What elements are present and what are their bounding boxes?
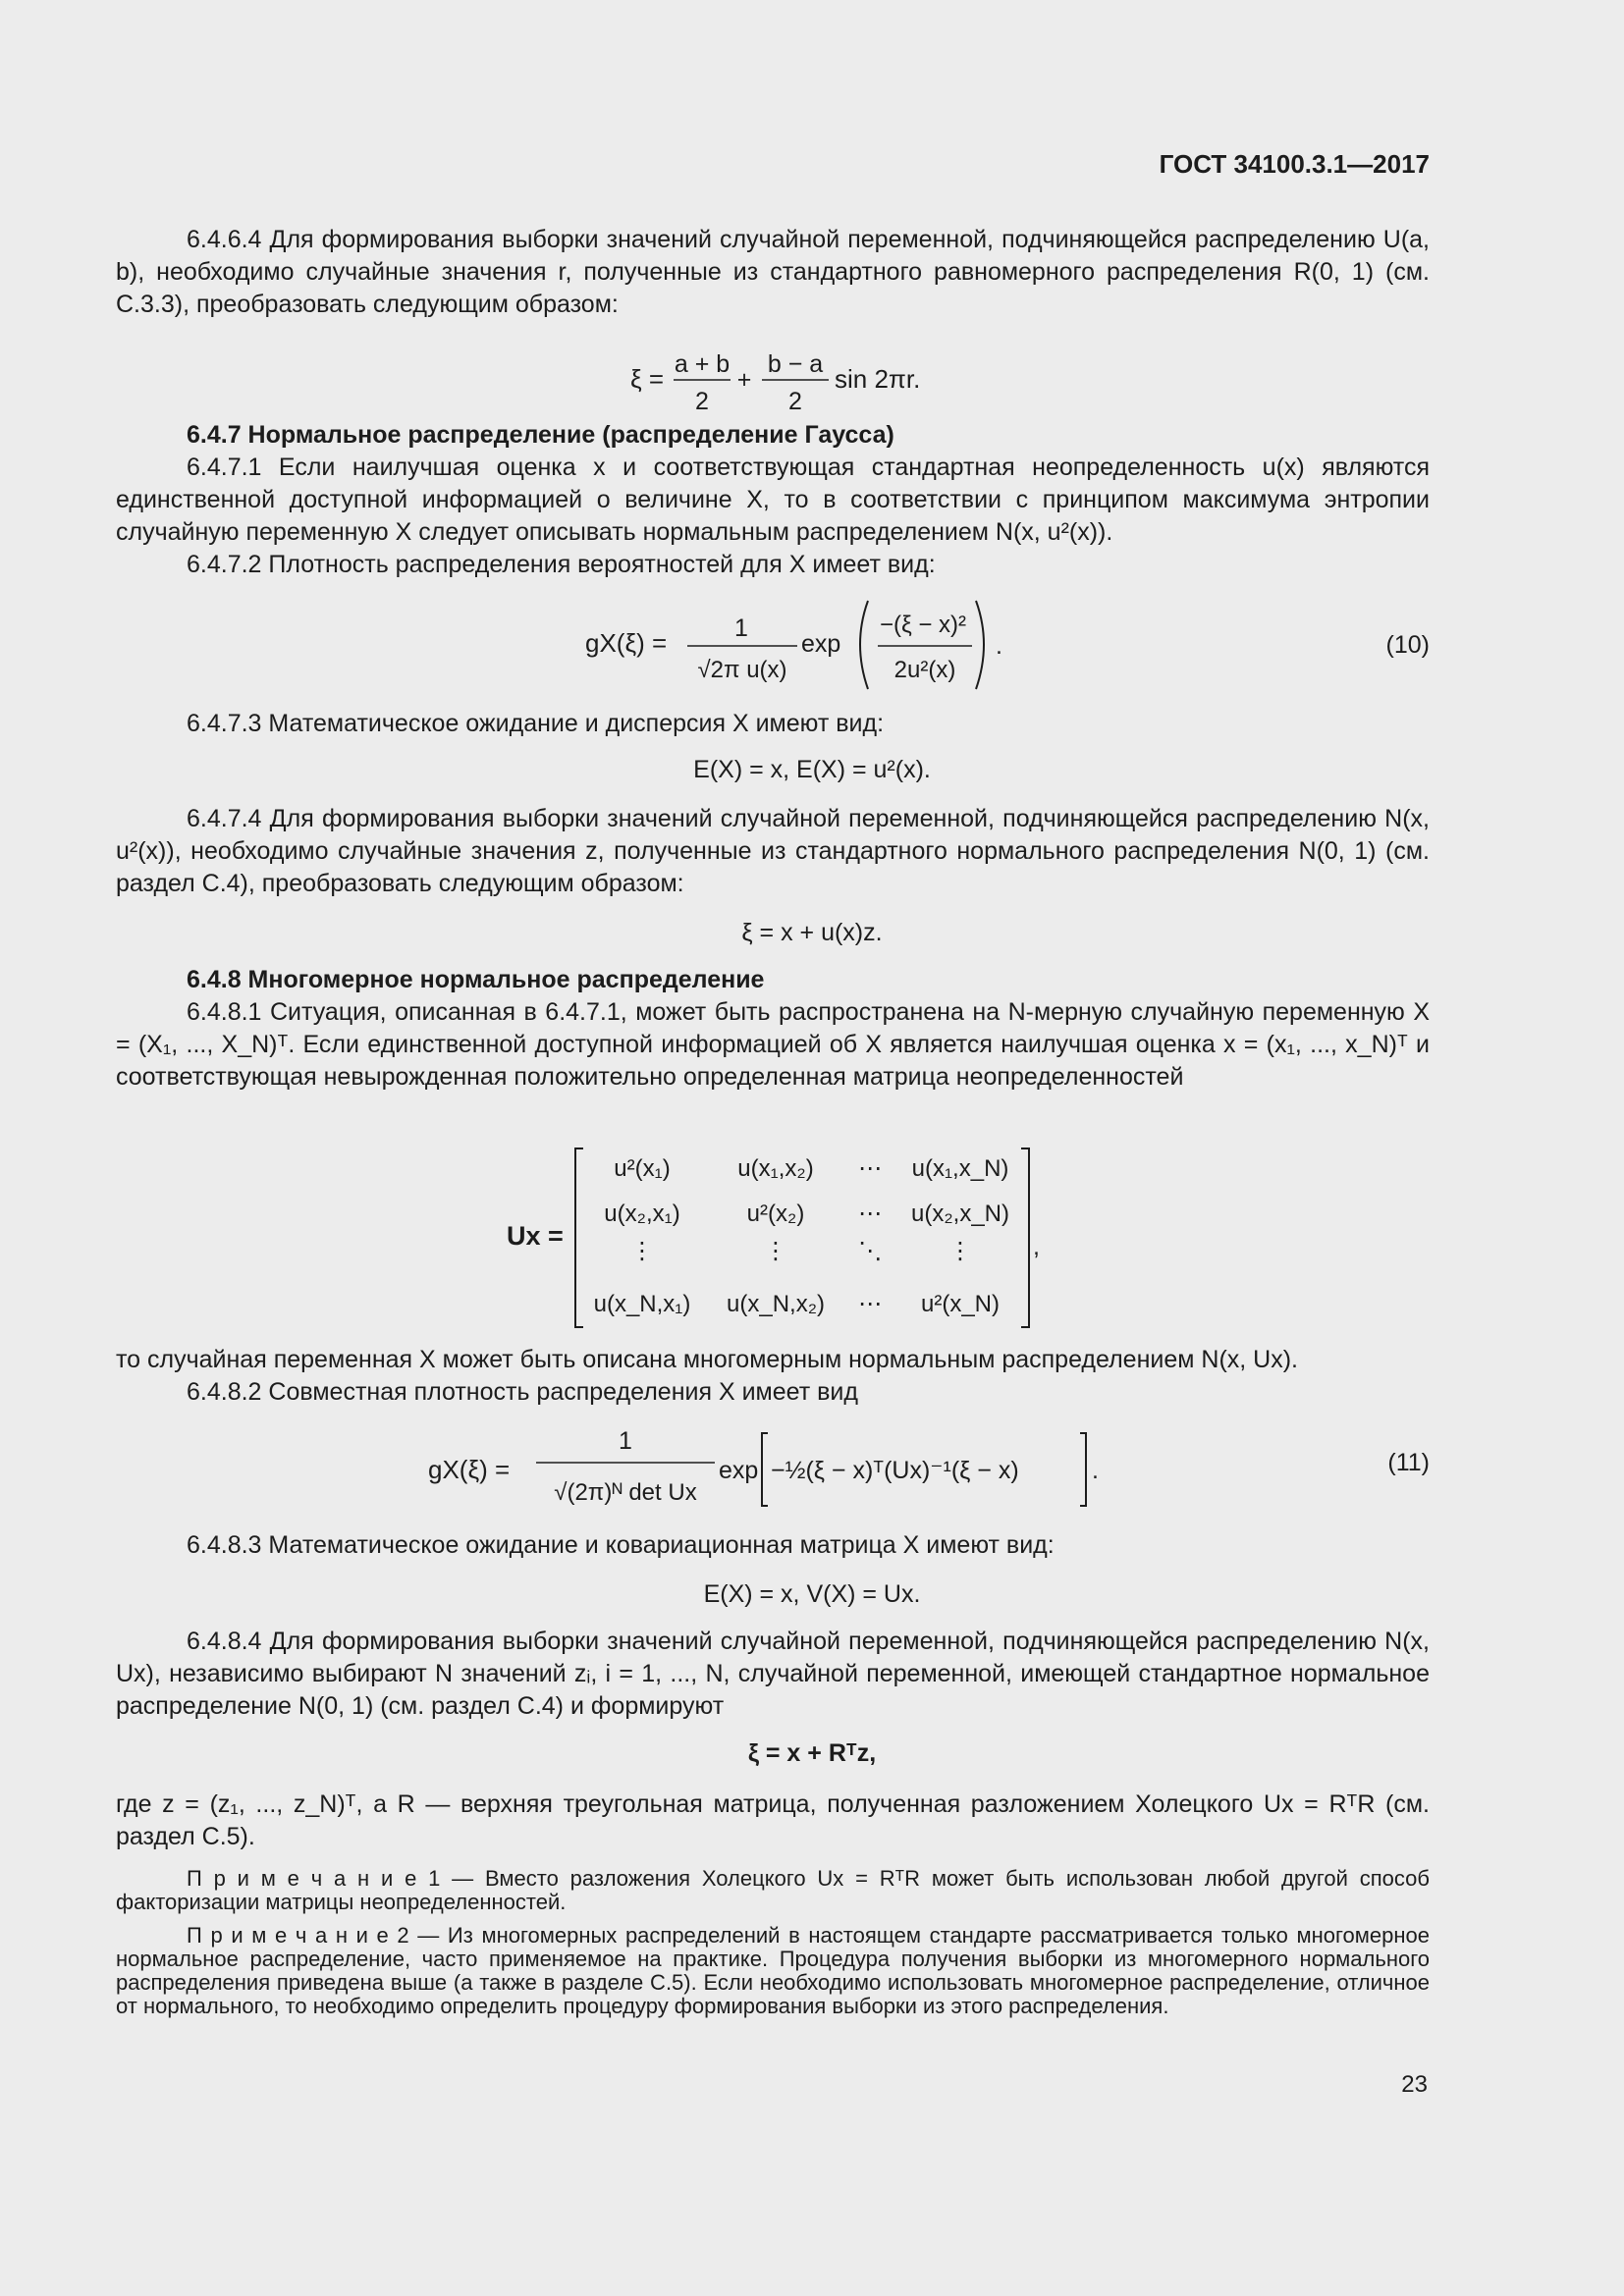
equation-moments-647: E(X) = x, E(X) = u²(x). — [693, 756, 931, 783]
matrix-cell: u(x₂,x_N) — [911, 1201, 1009, 1227]
matrix-cell: ⋯ — [858, 1155, 882, 1182]
left-paren — [860, 601, 868, 689]
right-paren — [976, 601, 984, 689]
equation-11 — [422, 1414, 1129, 1522]
note-1 — [116, 1867, 1430, 1914]
matrix-cell: u(x_N,x₂) — [727, 1291, 825, 1317]
eq10-inner-denominator: 2u²(x) — [893, 657, 956, 683]
matrix-cell: u²(x₂) — [746, 1201, 805, 1227]
matrix-lhs: Ux = — [507, 1221, 564, 1251]
eq-uniform-plus: + — [736, 366, 752, 394]
left-bracket — [762, 1433, 768, 1506]
matrix-cell: ⋯ — [858, 1291, 882, 1317]
note-1-label: П р и м е ч а н и е 1 — [187, 1866, 441, 1891]
left-bracket — [575, 1148, 583, 1327]
eq11-lhs: gX(ξ) = — [428, 1455, 511, 1484]
paragraph-6474: 6.4.7.4 Для формирования выборки значений случайной переменной, подчиняющейся распределению N(x, u²(x)), необходимо случайные значения z, полученные из стандартного нормального распределения N(0, 1) (см. раздел С.4), преобразовать следующим образом: — [116, 805, 1430, 897]
note-2-label: П р и м е ч а н и е 2 — [187, 1923, 409, 1948]
eq11-denominator: √(2π)ᴺ det Ux — [554, 1479, 697, 1506]
matrix-cell: u(x₁,x_N) — [911, 1155, 1009, 1182]
equation-number-11: (11) — [1387, 1449, 1430, 1476]
matrix-cell: u²(x₁) — [614, 1155, 671, 1182]
matrix-cell: ⋱ — [858, 1238, 882, 1264]
matrix-tail: , — [1033, 1233, 1040, 1260]
eq11-exp: exp — [719, 1457, 759, 1484]
matrix-cell: u(x_N,x₁) — [593, 1291, 691, 1317]
paragraph-6481: 6.4.8.1 Ситуация, описанная в 6.4.7.1, может быть распространена на N-мерную случайную переменную X = (X₁, ..., X_N)ᵀ. Если единственной доступной информацией об X является наилучшая оценка x = (x₁, ..., x_N)ᵀ и соответствующая невырожденная положительно определенная матрица неопределенностей — [116, 998, 1430, 1091]
eq11-tail: . — [1092, 1457, 1099, 1484]
matrix-cell: ⋮ — [764, 1238, 787, 1264]
eq10-inner-numerator: −(ξ − x)² — [879, 612, 967, 638]
paragraph-6471: 6.4.7.1 Если наилучшая оценка x и соответствующая стандартная неопределенность u(x) являются единственной доступной информацией о величине X, то в соответствии с принципом максимума энтропии случайную переменную X следует описывать нормальным распределением N(x, u²(x)). — [116, 454, 1430, 546]
equation-moments-648: E(X) = x, V(X) = Ux. — [703, 1580, 921, 1608]
equation-sample-648: ξ = x + Rᵀz, — [747, 1739, 877, 1767]
matrix-ux — [501, 1139, 1051, 1335]
paragraph-6464: 6.4.6.4 Для формирования выборки значений случайной переменной, подчиняющейся распределению U(a, b), необходимо случайные значения r, полученные из стандартного равномерного распределения R(0, 1) (см. С.3.3), преобразовать следующим образом: — [116, 226, 1430, 318]
heading-648: 6.4.8 Многомерное нормальное распределение — [187, 966, 765, 993]
note-2-text: — Из многомерных распределений в настоящем стандарте рассматривается только многомерное нормальное распределение, часто применяемое на практике. Процедура получения выборки из многомерного нормального распределения приведена выше (а также в разделе С.5). Если необходимо использовать многомерное распределение, отличное от нормального, то необходимо определить процедуру формирования выборки из этого распределения. — [116, 1923, 1430, 2018]
equation-sample-647: ξ = x + u(x)z. — [741, 919, 883, 946]
note-1-text: — Вместо разложения Холецкого Ux = RᵀR может быть использован любой другой способ факторизации матрицы неопределенностей. — [116, 1866, 1430, 1914]
eq-uniform-numerator-2: b − a — [767, 350, 824, 378]
paragraph-6482: 6.4.8.2 Совместная плотность распределения X имеет вид — [187, 1378, 858, 1406]
eq-uniform-numerator-1: a + b — [674, 350, 731, 378]
matrix-cell: u(x₁,x₂) — [737, 1155, 814, 1182]
right-bracket — [1080, 1433, 1086, 1506]
eq10-lhs: gX(ξ) = — [585, 628, 668, 658]
paragraph-6472: 6.4.7.2 Плотность распределения вероятностей для X имеет вид: — [187, 551, 936, 578]
eq-uniform-tail: sin 2πr. — [835, 364, 921, 394]
eq-uniform-denominator-2: 2 — [788, 388, 802, 415]
eq-uniform-lhs: ξ = — [630, 364, 665, 394]
matrix-cell: u²(x_N) — [920, 1291, 1001, 1317]
matrix-cell: u(x₂,x₁) — [604, 1201, 680, 1227]
paragraph-6473: 6.4.7.3 Математическое ожидание и дисперсия X имеют вид: — [187, 710, 885, 737]
paragraph-6484-where: где z = (z₁, ..., z_N)ᵀ, а R — верхняя треугольная матрица, полученная разложением Холецкого Ux = RᵀR (см. раздел С.5). — [116, 1790, 1430, 1850]
eq10-numerator: 1 — [734, 614, 748, 642]
eq10-denominator: √2π u(x) — [697, 657, 787, 683]
equation-10 — [579, 589, 1031, 697]
matrix-cell: ⋮ — [630, 1238, 654, 1264]
eq10-exp: exp — [801, 630, 841, 658]
eq-uniform-denominator-1: 2 — [695, 388, 709, 415]
right-bracket — [1021, 1148, 1029, 1327]
matrix-cell: ⋯ — [858, 1201, 882, 1227]
note-2 — [116, 1924, 1430, 2018]
eq10-tail: . — [996, 632, 1002, 660]
matrix-cell: ⋮ — [948, 1238, 972, 1264]
document-header: ГОСТ 34100.3.1—2017 — [1159, 149, 1430, 179]
equation-number-10: (10) — [1385, 631, 1430, 659]
page-number: 23 — [1401, 2071, 1428, 2098]
heading-647: 6.4.7 Нормальное распределение (распределение Гаусса) — [187, 421, 894, 449]
paragraph-6484: 6.4.8.4 Для формирования выборки значений случайной переменной, подчиняющейся распределению N(x, Ux), независимо выбирают N значений zᵢ, i = 1, ..., N, случайной переменной, имеющей стандартное нормальное распределение N(0, 1) (см. раздел С.4) и формируют — [116, 1628, 1430, 1720]
eq11-numerator: 1 — [619, 1427, 632, 1455]
eq11-inner: −½(ξ − x)ᵀ(Ux)⁻¹(ξ − x) — [771, 1457, 1019, 1484]
paragraph-6481-continued: то случайная переменная X может быть описана многомерным нормальным распределением N(x, Ux). — [116, 1346, 1298, 1373]
equation-uniform — [619, 339, 952, 417]
paragraph-6483: 6.4.8.3 Математическое ожидание и ковариационная матрица X имеют вид: — [187, 1531, 1055, 1559]
